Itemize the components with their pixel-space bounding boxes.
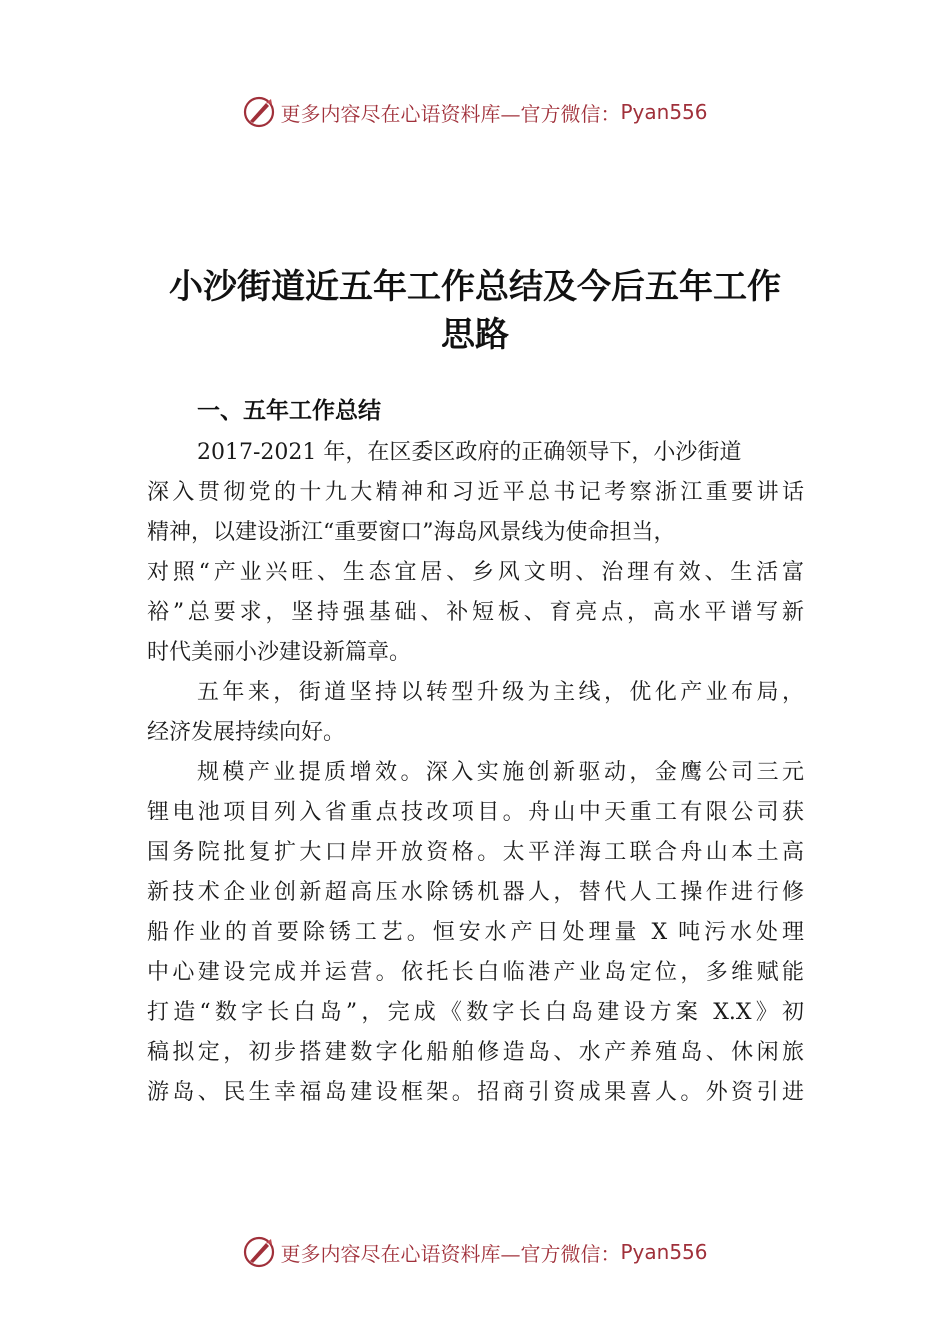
document-title-line-1: 小沙街道近五年工作总结及今后五年工作 bbox=[169, 267, 781, 307]
paragraph-line: 时代美丽小沙建设新篇章。 bbox=[147, 640, 412, 665]
paragraph-line: 2017-2021 年，在区委区政府的正确领导下，小沙街道 bbox=[197, 440, 742, 465]
paragraph-line: 新技术企业创新超高压水除锈机器人，替代人工操作进行修 bbox=[147, 880, 804, 905]
paragraph-line: 船作业的首要除锈工艺。恒安水产日处理量 X 吨污水处理 bbox=[147, 920, 804, 945]
paragraph-line: 锂电池项目列入省重点技改项目。舟山中天重工有限公司获 bbox=[147, 800, 804, 825]
paragraph-line: 打造“数字长白岛”，完成《数字长白岛建设方案 X.X》初 bbox=[147, 1000, 804, 1025]
paragraph-line: 裕”总要求，坚持强基础、补短板、育亮点，高水平谱写新 bbox=[147, 600, 804, 625]
quill-logo-icon bbox=[242, 95, 276, 129]
header-watermark-banner bbox=[0, 92, 950, 132]
banner-wechat-id: Pyan556 bbox=[620, 100, 708, 124]
paragraph-line: 游岛、民生幸福岛建设框架。招商引资成果喜人。外资引进 bbox=[147, 1080, 804, 1105]
banner-wechat-id: Pyan556 bbox=[620, 1240, 708, 1264]
paragraph-line: 五年来，街道坚持以转型升级为主线，优化产业布局， bbox=[197, 680, 804, 705]
paragraph-line: 规模产业提质增效。深入实施创新驱动，金鹰公司三元 bbox=[197, 760, 804, 785]
banner-text: 更多内容尽在心语资料库—官方微信： bbox=[280, 1241, 621, 1266]
footer-watermark-banner bbox=[0, 1232, 950, 1272]
section-heading: 一、五年工作总结 bbox=[197, 398, 381, 424]
paragraph-line: 深入贯彻党的十九大精神和习近平总书记考察浙江重要讲话 bbox=[147, 480, 804, 505]
paragraph-line: 国务院批复扩大口岸开放资格。太平洋海工联合舟山本土高 bbox=[147, 840, 804, 865]
banner-text: 更多内容尽在心语资料库—官方微信： bbox=[280, 101, 621, 126]
paragraph-line: 稿拟定，初步搭建数字化船舶修造岛、水产养殖岛、休闲旅 bbox=[147, 1040, 804, 1065]
paragraph-line: 中心建设完成并运营。依托长白临港产业岛定位，多维赋能 bbox=[147, 960, 804, 985]
paragraph-line: 对照“产业兴旺、生态宜居、乡风文明、治理有效、生活富 bbox=[147, 560, 804, 585]
paragraph-line: 经济发展持续向好。 bbox=[147, 720, 346, 745]
paragraph-line: 精神，以建设浙江“重要窗口”海岛风景线为使命担当， bbox=[147, 520, 676, 545]
document-title-line-2: 思路 bbox=[441, 315, 509, 355]
quill-logo-icon bbox=[242, 1235, 276, 1269]
